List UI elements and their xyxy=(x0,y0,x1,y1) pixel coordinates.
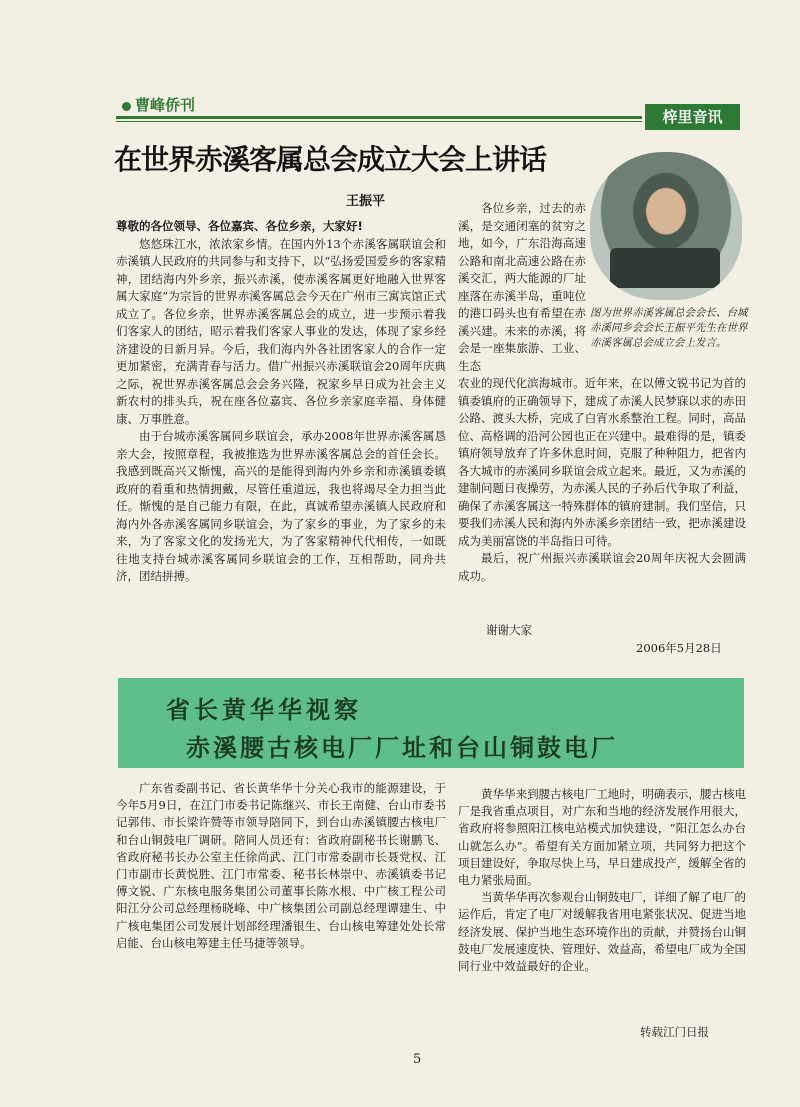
paragraph: 当黄华华再次参观台山铜鼓电厂，详细了解了电厂的运作后，肯定了电厂对缓解我省用电紧张状况、促进当地经济发展、保护当地生态环境作出的贡献，并赞扬台山铜鼓电厂发展速度快、管理好、效益高，希望电厂成为全国同行业中效益最好的企业。 xyxy=(458,890,746,974)
article1-right-column xyxy=(458,375,746,585)
article2-title-banner xyxy=(118,678,744,768)
paragraph: 悠悠珠江水，浓浓家乡情。在国内外13个赤溪客属联谊会和赤溪镇人民政府的共同参与和支持下，以“弘扬爱国爱乡的客家精神，团结海内外乡亲，振兴赤溪，使赤溪客属更好地融入世界客属大家庭”为宗旨的世界赤溪客属总会今天在广州市三寓宾馆正式成立了。各位乡亲，世界赤溪客属总会的成立，进一步预示着我们客家人的团结，昭示着我们客家人事业的发达，体现了家乡经济建设的日新月异。今后，我们海内外各社团客家人的合作一定更加紧密，充满青春与活力。借广州振兴赤溪联谊会20周年庆典之际，祝世界赤溪客属总会会务兴隆，祝家乡早日成为社会主义新农村的排头兵，祝在座各位嘉宾、各位乡亲家庭幸福、身体健康、万事胜意。 xyxy=(116,236,446,426)
bullet-dot-icon xyxy=(122,102,131,111)
article2-title-line1: 省长黄华华视察 xyxy=(166,695,362,724)
paragraph: 广东省委副书记、省长黄华华十分关心我市的能源建设，于今年5月9日，在江门市委书记陈继兴、市长王南健、台山市委书记郭伟、市长梁许赞等市领导陪同下，到台山赤溪镇腰古核电厂和台山铜鼓电厂调研。陪同人员还有：省政府副秘书长谢鹏飞、省政府秘书长办公室主任徐尚武、江门市常委副市长聂党权、江门市副市长黄悦胜、江门市常委、秘书长林崇中、赤溪镇委书记傅文锐、广东核电服务集团公司董事长陈水根、中广核工程公司阳江分公司总经理杨晓峰、中广核集团公司副总经理谭建生、中广核电集团公司发展计划部经理潘银生、台山核电筹建处处长常启能、台山核电筹建主任马捷等领导。 xyxy=(116,781,446,950)
page-number: 5 xyxy=(413,1052,422,1067)
article1-left-column xyxy=(116,218,446,586)
article1-mid-column xyxy=(458,200,586,375)
article2-title-line2: 赤溪腰古核电厂厂址和台山铜鼓电厂 xyxy=(186,733,618,762)
article-date: 2006年5月28日 xyxy=(636,641,722,655)
podium-shape xyxy=(610,248,720,288)
greeting: 尊敬的各位领导、各位嘉宾、各位乡亲，大家好! xyxy=(116,219,363,233)
article-title: 在世界赤溪客属总会成立大会上讲话 xyxy=(114,143,547,176)
section-tag: 梓里音讯 xyxy=(645,104,740,130)
article-author: 王振平 xyxy=(346,194,386,209)
magazine-brand xyxy=(122,94,195,115)
article-source: 转载江门日报 xyxy=(640,1025,709,1039)
article2-right-column xyxy=(458,786,746,975)
closing-thanks: 谢谢大家 xyxy=(486,623,532,637)
brand-text: 曹峰侨刊 xyxy=(135,96,196,114)
paragraph: 黄华华来到腰古核电厂工地时，明确表示，腰古核电厂是我省重点项目，对广东和当地的经济发展作用很大，省政府将参照阳江核电站模式加快建设，“阳江怎么办台山就怎么办”。希望有关方面加紧立项，共同努力把这个项目建设好，争取尽快上马，早日建成投产，缓解全省的电力紧张局面。 xyxy=(458,787,746,888)
speaker-photo xyxy=(590,152,742,300)
paragraph: 最后，祝广州振兴赤溪联谊会20周年庆祝大会圆满成功。 xyxy=(458,551,746,583)
paragraph: 各位乡亲，过去的赤溪，是交通闭塞的贫穷之地，如今，广东沿海高速公路和南北高速公路在赤溪交汇，两大能源的厂址座落在赤溪半岛，重吨位的港口码头也有希望在赤溪兴建。未来的赤溪，将会是一座集旅游、工业、生态 xyxy=(458,201,586,373)
paragraph: 由于台城赤溪客属同乡联谊会，承办2008年世界赤溪客属恳亲大会，按照章程，我被推选为世界赤溪客属总会的首任会长。我感到既高兴又惭愧，高兴的是能得到海内外乡亲和赤溪镇委镇政府的看重和热情拥戴，尽管任重道远，我也将竭尽全力担当此任。惭愧的是自己能力有限，在此，真诚希望赤溪镇人民政府和海内外各赤溪客属同乡联谊会，为了家乡的事业，为了家乡的未来，为了客家文化的发扬光大，为了客家精神代代相传，一如既往地支持台城赤溪客属同乡联谊会的工作，互相帮助，同舟共济，团结拼搏。 xyxy=(116,429,446,583)
paragraph: 农业的现代化滨海城市。近年来，在以傅文锐书记为首的镇委镇府的正确领导下，建成了赤溪人民梦寐以求的赤田公路、渡头大桥，完成了白宵水系整治工程。同时，高品位、高格调的沿河公园也正在兴建中。最难得的是，镇委镇府领导放弃了许多休息时间，克服了种种阻力，把省内各大城市的赤溪同乡联谊会成立起来。最近，又为赤溪的建制问题日夜操劳，为赤溪人民的子孙后代争取了利益，确保了赤溪客属这一特殊群体的镇府建制。我们坚信，只要我们赤溪人民和海内外赤溪乡亲团结一致，把赤溪建设成为美丽富饶的半岛指日可待。 xyxy=(458,376,746,548)
photo-caption: 图为世界赤溪客属总会会长、台城赤溪同乡会会长王振平先生在世界赤溪客属总会成立会上发言。 xyxy=(590,307,748,349)
header-rule-thin xyxy=(116,121,642,122)
header-rule xyxy=(116,116,642,119)
article2-left-column xyxy=(116,780,446,952)
